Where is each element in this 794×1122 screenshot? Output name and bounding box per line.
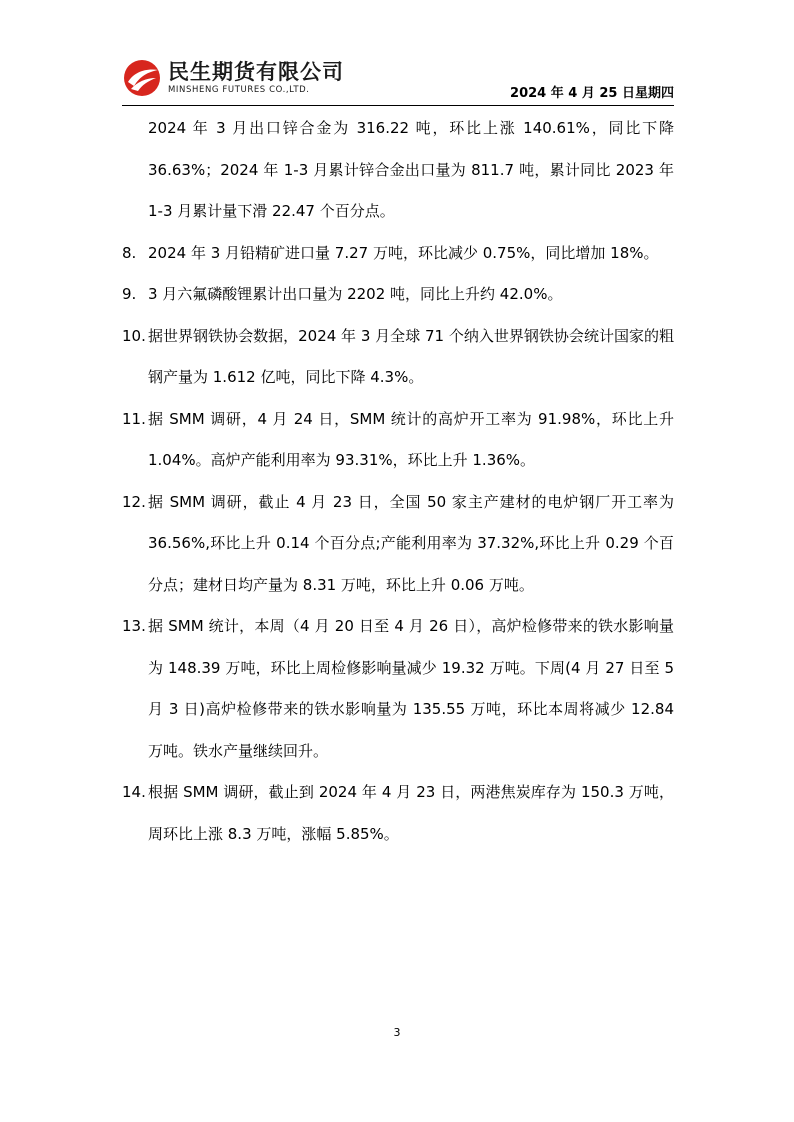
list-item [122, 606, 674, 772]
item-text: 据 SMM 调研，4 月 24 日，SMM 统计的高炉开工率为 91.98%，环比上升 1.04%。高炉产能利用率为 93.31%，环比上升 1.36%。 [148, 409, 674, 469]
company-name-en: MINSHENG FUTURES CO.,LTD. [168, 85, 310, 95]
item-number: 14. [122, 783, 146, 801]
list-item [122, 316, 674, 399]
item-text: 据 SMM 调研，截止 4 月 23 日，全国 50 家主产建材的电炉钢厂开工率为 36.56%,环比上升 0.14 个百分点;产能利用率为 37.32%,环比上升 0.29 个百分点；建材日均产量为 8.31 万吨，环比上升 0.06 万吨。 [148, 492, 674, 594]
page-header [122, 50, 674, 106]
item-text: 据 SMM 统计，本周（4 月 20 日至 4 月 26 日），高炉检修带来的铁水影响量为 148.39 万吨，环比上周检修影响量减少 19.32 万吨。下周(4 月 27 日至 5 月 3 日)高炉检修带来的铁水影响量为 135.55 万吨，环比本周将减少 12.84 万吨。铁水产量继续回升。 [148, 617, 674, 760]
item-text: 3 月六氟磷酸锂累计出口量为 2202 吨，同比上升约 42.0%。 [148, 285, 563, 303]
item-text: 2024 年 3 月出口锌合金为 316.22 吨，环比上涨 140.61%，同比下降 36.63%；2024 年 1-3 月累计锌合金出口量为 811.7 吨，累计同比 2023 年 1-3 月累计量下滑 22.47 个百分点。 [148, 119, 674, 220]
item-text: 根据 SMM 调研，截止到 2024 年 4 月 23 日，两港焦炭库存为 150.3 万吨，周环比上涨 8.3 万吨，涨幅 5.85%。 [148, 783, 674, 843]
news-list [122, 108, 674, 855]
list-item [122, 233, 674, 275]
item-text: 据世界钢铁协会数据，2024 年 3 月全球 71 个纳入世界钢铁协会统计国家的粗钢产量为 1.612 亿吨，同比下降 4.3%。 [148, 326, 674, 386]
company-name-cn: 民生期货有限公司 [168, 60, 344, 84]
list-item [122, 399, 674, 482]
minsheng-logo-icon [122, 58, 162, 98]
list-item [122, 482, 674, 607]
item-number: 10. [122, 326, 146, 345]
item-number: 13. [122, 617, 146, 635]
company-logo [122, 56, 362, 100]
list-item [122, 108, 674, 233]
item-number: 12. [122, 492, 146, 511]
list-item [122, 274, 674, 316]
item-text: 2024 年 3 月铅精矿进口量 7.27 万吨，环比减少 0.75%，同比增加 18%。 [148, 243, 659, 262]
header-divider [122, 105, 674, 106]
item-number: 9. [122, 285, 137, 303]
list-item [122, 772, 674, 855]
page-number: 3 [393, 1026, 401, 1039]
report-date: 2024 年 4 月 25 日星期四 [510, 86, 674, 101]
item-number: 8. [122, 243, 137, 262]
item-number: 11. [122, 409, 146, 428]
